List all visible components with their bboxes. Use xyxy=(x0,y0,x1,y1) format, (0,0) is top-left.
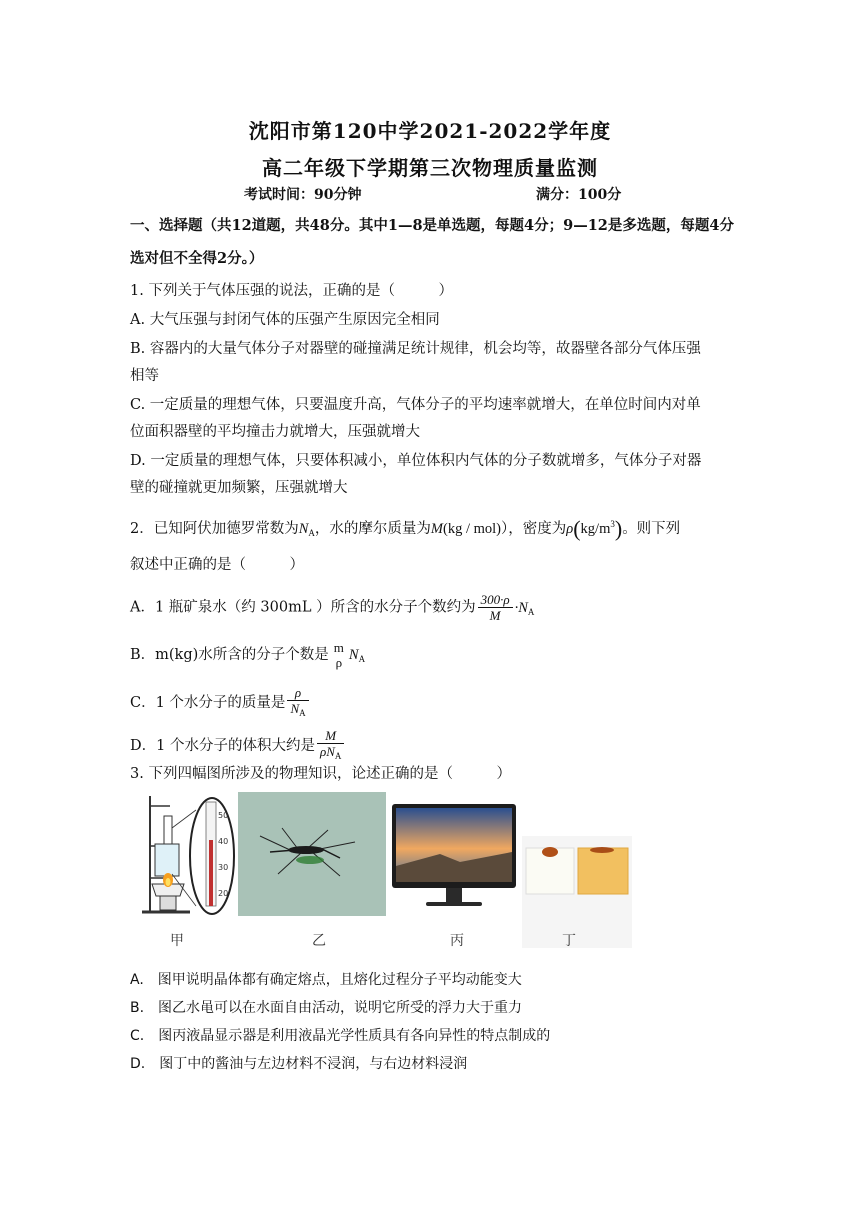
section-heading-line1: 一、选择题（共12道题，共48分。其中1—8是单选题，每题4分；9—12是多选题，每题4分 xyxy=(130,217,734,234)
q2-stem-line2: 叙述中正确的是（ ） xyxy=(130,557,304,573)
q2-stem-part-a: 2．已知阿伏加德罗常数为 xyxy=(130,521,299,537)
q2-a-fraction: $\frac{300\cdot\rho}{M}$ xyxy=(478,592,513,623)
figure-caption-yi: 乙 xyxy=(312,933,326,949)
q2-d-fraction: $\frac{M}{\rho N_A}$ xyxy=(317,728,344,764)
q2-stem-part-b: ，水的摩尔质量为 xyxy=(314,521,431,537)
exam-time: 考试时间：90分钟 xyxy=(244,187,362,203)
q1-option-b-line1: B. 容器内的大量气体分子对器壁的碰撞满足统计规律，机会均等，故器壁各部分气体压强 xyxy=(130,341,701,357)
q1-option-b-line2: 相等 xyxy=(130,368,159,384)
q2-option-a: A．1 瓶矿泉水（约 300mL ）所含的水分子个数约为 $\frac{300\cdot\rho}{M}$ $\cdot N_A$ xyxy=(130,592,535,623)
figure-caption-bing: 丙 xyxy=(450,933,464,949)
thermo-tick-20: 20 xyxy=(218,889,229,898)
q2-stem-line1 xyxy=(130,514,680,543)
exam-title-line2: 高二年级下学期第三次物理质量监测 xyxy=(262,156,598,180)
q1-option-a: A. 大气压强与封闭气体的压强产生原因完全相同 xyxy=(130,312,440,328)
q3-option-a: A. 图甲说明晶体都有确定熔点，且熔化过程分子平均动能变大 xyxy=(130,972,522,988)
q1-option-c-line1: C. 一定质量的理想气体，只要温度升高，气体分子的平均速率就增大，在单位时间内对单 xyxy=(130,397,701,413)
q3-stem: 3. 下列四幅图所涉及的物理知识，论述正确的是（ ） xyxy=(130,766,511,782)
q2-c-fraction: $\frac{\rho}{N_A}$ xyxy=(287,685,308,721)
q3-option-b: B. 图乙水黾可以在水面自由活动，说明它所受的浮力大于重力 xyxy=(130,1000,523,1016)
molar-mass-symbol: M(kg / mol) xyxy=(430,521,501,537)
water-strider-figure xyxy=(238,792,386,916)
figure-caption-ding: 丁 xyxy=(562,933,576,949)
wetting-blocks-figure xyxy=(522,836,632,948)
q3-option-c: C. 图丙液晶显示器是利用液晶光学性质具有各向异性的特点制成的 xyxy=(130,1028,551,1044)
q1-stem: 1. 下列关于气体压强的说法，正确的是（ ） xyxy=(130,283,453,299)
q1-option-d-line1: D. 一定质量的理想气体，只要体积减小，单位体积内气体的分子数就增多，气体分子对器 xyxy=(130,453,702,469)
q1-option-c-line2: 位面积器壁的平均撞击力就增大，压强就增大 xyxy=(130,424,420,440)
q2-stem-part-d: 。则下列 xyxy=(622,521,681,537)
thermo-tick-50: 50 xyxy=(218,811,229,820)
q3-figure-panel xyxy=(140,788,640,950)
full-score: 满分：100分 xyxy=(536,187,622,203)
q2-option-b: B．m(kg)水所含的分子个数是 m ρ $N_A$ xyxy=(130,640,366,670)
thermo-tick-30: 30 xyxy=(218,863,229,872)
q3-figures-svg xyxy=(140,788,640,950)
q3-option-d: D. 图丁中的酱油与左边材料不浸润，与右边材料浸润 xyxy=(130,1056,468,1072)
q2-option-c: C．1 个水分子的质量是 $\frac{\rho}{N_A}$ xyxy=(130,685,311,721)
thermo-tick-40: 40 xyxy=(218,837,229,846)
q2-stem-part-c: ），密度为 xyxy=(501,521,567,537)
density-symbol: $\rho(kg/m^3)$ xyxy=(566,516,623,541)
avogadro-symbol: $N_A$ xyxy=(298,521,315,538)
lcd-monitor-figure xyxy=(392,804,516,906)
figure-caption-jia: 甲 xyxy=(170,933,184,949)
exam-title-line1: 沈阳市第120中学2021-2022学年度 xyxy=(248,119,612,143)
section-heading-line2: 选对但不全得2分。） xyxy=(130,250,264,267)
q2-b-fraction: m ρ xyxy=(333,640,344,670)
q1-option-d-line2: 壁的碰撞就更加频繁，压强就增大 xyxy=(130,480,348,496)
q2-option-d: D．1 个水分子的体积大约是 $\frac{M}{\rho N_A}$ xyxy=(130,728,346,764)
